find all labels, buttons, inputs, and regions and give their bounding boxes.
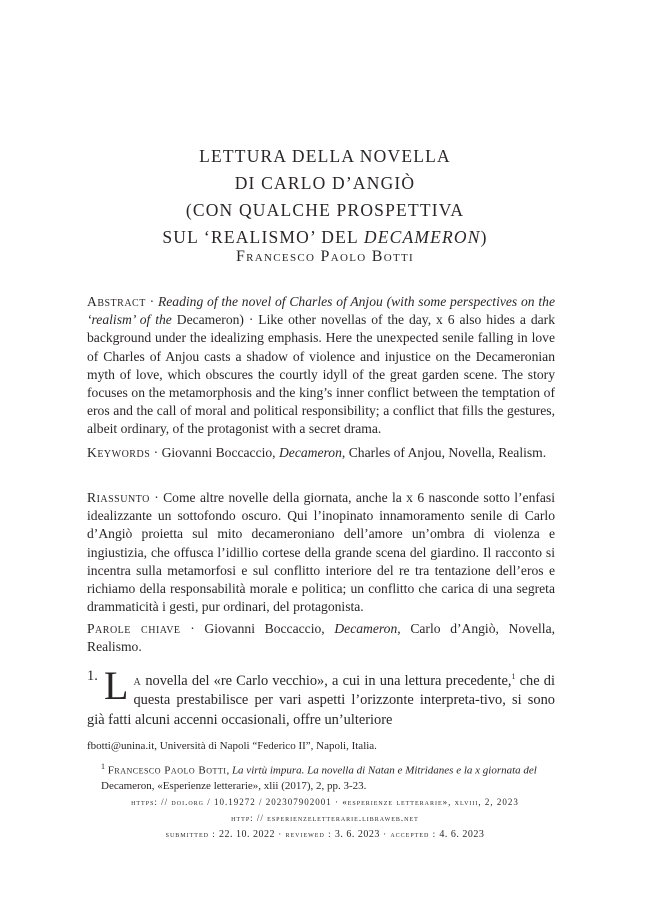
riassunto-text: · Come altre novelle della giornata, anche la x 6 nasconde sotto l’enfasi idealizzante un sottofondo oscuro. Qui l’inopinato innamoramento senile di Carlo d’Angiò proietta sul mito decameroniano dell’amore un’ombra di violenza e ingiustizia, che offusca l’idillio cortese della grande scena del giardino. Il racconto si incentra sulla metamorfosi e sul conflitto interiore del re tra tentazione dell’eros e richiamo della responsabilità morale e politica; un conflitto che carica di una segreta drammaticità i gesti, pur ordinari, del protagonista.: [87, 490, 555, 615]
drop-cap: L: [104, 663, 129, 708]
title-line-3: (CON QUALCHE PROSPETTIVA: [185, 200, 465, 220]
author-affiliation: fbotti@unina.it, Università di Napoli “Federico II”, Napoli, Italia.: [87, 740, 377, 752]
title-line-4: SUL ‘REALISMO’ DEL DECAMERON): [162, 227, 488, 247]
section-number: 1.: [87, 668, 98, 684]
abstract-paragraph: Abstract · Reading of the novel of Charles of Anjou (with some perspectives on the ‘realism’ of the Decameron) · Like other novellas of the day, x 6 also hides a dark background under the idealizing emphasis. Here the unexpected senile falling in love of Charles of Anjou casts a shadow of violence and injustice on the Decameronian myth of love, which obscures the courtly idyll of the great garden scene. The story focuses on the metamorphosis and the king’s inner conflict between the temptation of eros and the call of moral and political responsibility; a conflict that fills the gestures, albeit ordinary, of the protagonist with a secret drama.: [87, 294, 555, 437]
title-line-1: LETTURA DELLA NOVELLA: [199, 146, 451, 166]
article-title: [0, 143, 650, 251]
abstract-english-title: Reading of the novel of Charles of Anjou (with some perspectives on the ‘realism’ of the: [87, 294, 555, 328]
keywords-label: Keywords: [87, 445, 151, 460]
footnote-1: $^1$ Francesco Paolo Botti, La virtù impura. La novella di Natan e Mitridanes e la x giornata del Decameron, «Esperienze letterarie», xlii (2017), 2, pp. 3-23.: [101, 761, 537, 792]
doi-line[interactable]: https: // doi.org / 10.19272 / 202307902001 · «esperienze letterarie», xlviii, 2, 2023: [131, 797, 519, 807]
url-line[interactable]: http: // esperienzeletterarie.libraweb.net: [231, 813, 419, 823]
footnote-ref-1[interactable]: 1: [511, 672, 516, 681]
footnotes: [87, 739, 555, 798]
abstract-label: Abstract: [87, 294, 146, 309]
section-1-paragraph: 1. L a novella del «re Carlo vecchio», a cui in una lettura precedente,$^1$ che di questa prestabilisce per vari aspetti l’orizzonte interpreta-tivo, si sono già fatti alcuni accenni occasionali, offre un’ulteriore: [87, 663, 555, 728]
abstract-text: · Like other novellas of the day, x 6 also hides a dark background under the idealizing emphasis. Here the unexpected senile falling in love of Charles of Anjou casts a shadow of violence and injustice on the Decameronian myth of love, which obscures the courtly idyll of the great garden scene. The story focuses on the metamorphosis and the king’s inner conflict between the temptation of eros and the call of moral and political responsibility; a conflict that fills the gestures, albeit ordinary, of the protagonist with a secret drama.: [87, 312, 555, 437]
keywords-paragraph: Keywords · Giovanni Boccaccio, Decameron, Charles of Anjou, Novella, Realism.: [87, 445, 547, 460]
riassunto-label: Riassunto: [87, 490, 150, 505]
parole-chiave-label: Parole chiave: [87, 621, 181, 636]
parole-chiave-paragraph: Parole chiave · Giovanni Boccaccio, Decameron, Carlo d’Angiò, Novella, Realismo.: [87, 621, 555, 655]
dates-line: submitted : 22. 10. 2022 · reviewed : 3. 6. 2023 · accepted : 4. 6. 2023: [165, 829, 485, 840]
author-name: Francesco Paolo Botti: [235, 248, 415, 265]
riassunto-paragraph: [87, 489, 555, 616]
title-line-2: DI CARLO D’ANGIÒ: [234, 173, 416, 193]
